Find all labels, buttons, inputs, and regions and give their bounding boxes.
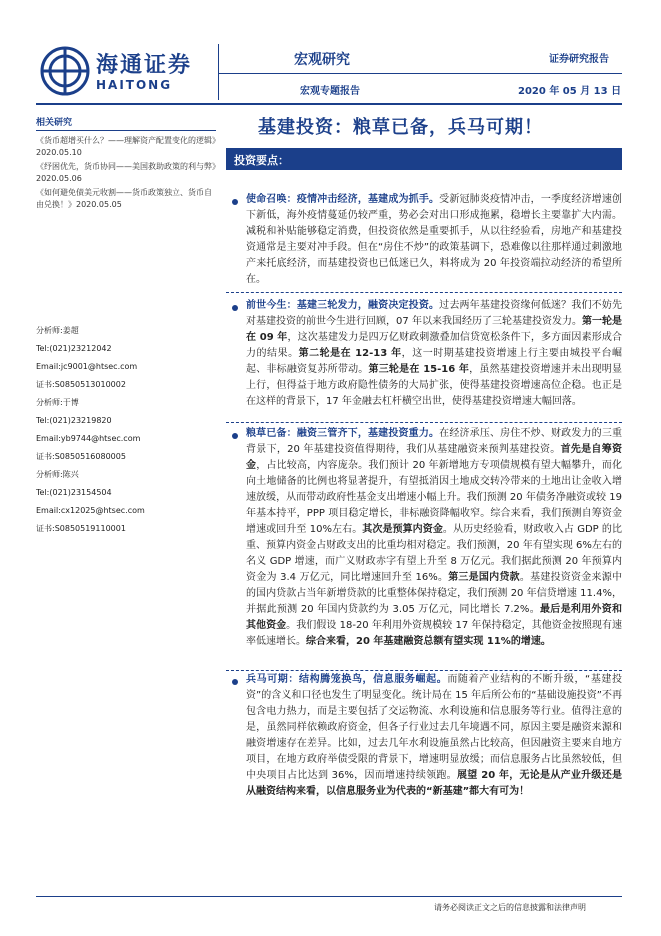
report-title: 基建投资：粮草已备，兵马可期！ xyxy=(258,117,543,138)
analyst-cert: 证书:S0850519110001 xyxy=(36,524,126,533)
analyst-cert: 证书:S0850513010002 xyxy=(36,380,126,389)
related-research xyxy=(36,115,220,213)
analyst-cert: 证书:S0850516080005 xyxy=(36,452,126,461)
bullet-icon xyxy=(232,199,238,205)
analyst-tel: Tel:(021)23154504 xyxy=(36,488,112,497)
header-rule xyxy=(218,73,622,74)
header-divider xyxy=(218,44,219,100)
section-title: 宏观研究 xyxy=(294,52,350,68)
point-paragraph: 粮草已备：融资三管齐下，基建投资重力。在经济承压、房住不炒、财政发力的三重背景下，20 年基建投资值得期待，我们从基建融资来预判基建投资。首先是自筹资金，占比较高，内容庞杂。我们预计 20 年新增地方专项债规模有望大幅攀升，而化向土地储备的比例也将显著提升，有望抵消因土地成交转冷带来的土地出让金收入增速放缓，从而带动政府性基金支出增速小幅上升。我们预测 20 年债务净融资或较 19 年基本持平，PPP 项目稳定增长，非标融资降幅收窄。综合来看，我们预测自筹资金增速或回升至 10%左右。其次是预算内资金。从历史经验看，财政收入占 GDP 的比重、预算内资金占财政支出的比重均相对稳定。我们预测，20 年有望实现 6%左右的名义 GDP 增速，而广义财政赤字有望上升至 8 万亿元。我们据此预测 20 年预算内资金为 3.4 万亿元，同比增速回升至 16%。第三是国内贷款。基建投资资金来源中的国内贷款占当年新增贷款的比重整体保持稳定，我们预测 20 年信贷增速 11.4%，并据此预测 20 年国内贷款约为 3.05 万亿元，同比增长 7.2%。最后是利用外资和其他资金。我们假设 18-20 年利用外资规模较 17 年保持稳定，其他资金按照现有速率低速增长。综合来看，20 年基建融资总额有望实现 11%的增速。 xyxy=(246,428,623,647)
bullet-icon xyxy=(232,433,238,439)
header-rule-main xyxy=(36,103,622,105)
haitong-logo-icon xyxy=(40,46,90,96)
key-points-bar xyxy=(226,148,622,170)
logo-text-cn: 海通证券 xyxy=(96,52,193,78)
analyst-tel: Tel:(021)23219820 xyxy=(36,416,112,425)
footer-rule xyxy=(36,896,622,897)
related-item[interactable]: 《货币超增买什么？——理解资产配置变化的逻辑》2020.05.10 xyxy=(36,136,220,157)
analyst-tel: Tel:(021)23212042 xyxy=(36,344,112,353)
analyst-email[interactable]: Email:cx12025@htsec.com xyxy=(36,506,145,515)
logo-text-en: HAITONG xyxy=(96,78,173,92)
analyst-block xyxy=(36,394,216,466)
related-item[interactable]: 《如何避免债美元收割——货币政策独立、货币自由兑换！》2020.05.05 xyxy=(36,188,212,209)
sub-section-title: 宏观专题报告 xyxy=(300,86,360,97)
analyst-block xyxy=(36,466,216,538)
analyst-name: 分析师:姜超 xyxy=(36,326,79,335)
analyst-name: 分析师:于博 xyxy=(36,398,79,407)
analyst-email[interactable]: Email:jc9001@htsec.com xyxy=(36,362,138,371)
bullet-icon xyxy=(232,305,238,311)
report-date: 2020 年 05 月 13 日 xyxy=(518,86,622,97)
section-separator xyxy=(226,292,622,293)
report-type: 证券研究报告 xyxy=(549,54,609,65)
point-paragraph: 使命召唤：疫情冲击经济，基建成为抓手。受新冠肺炎疫情冲击，一季度经济增速创下新低，海外疫情蔓延仍较严重，势必会对出口形成拖累，稳增长主要靠扩大内需。减税和补贴能够稳定消费，但投资依然是重要抓手，从以往经验看，房地产和基建投资通常是主要对冲手段。但在“房住不炒”的政策基调下，恐难像以往那样通过刺激地产来托底经济，而基建投资也已低迷已久，料将成为 20 年投资端拉动经济的希望所在。 xyxy=(246,194,623,285)
key-points-label: 投资要点： xyxy=(234,154,289,167)
point-paragraph: 兵马可期：结构腾笼换鸟，信息服务崛起。而随着产业结构的不断升级，“基建投资”的含义和口径也发生了明显变化。统计局在 15 年后所公布的“基础设施投资”不再包含电力热力，而是主要包括了交运物流、水利设施和信息服务等行业。值得注意的是，虽然同样依赖政府资金，但各子行业过去几年境遇不同，原因主要是融资来源和融资增速存在差异。比如，过去几年水利设施虽然占比较高，但因融资主要来自地方项目，在地方政府举债受限的背景下，增速明显放缓；而信息服务占比虽然较低，但中央项目占比达到 36%，因而增速持续领跑。展望 20 年，无论是从产业升级还是从融资结构来看，以信息服务业为代表的“新基建”都大有可为！ xyxy=(246,674,623,797)
point-paragraph: 前世今生：基建三轮发力，融资决定投资。过去两年基建投资缘何低迷？我们不妨先对基建投资的前世今生进行回顾，07 年以来我国经历了三轮基建投资发力。第一轮是在 09 年，这次基建发力是四万亿财政刺激叠加信贷宽松条件下，多方面因素形成合力的结果。第二轮是在 12-13 年，这一时期基建投资增速上行主要由城投平台崛起、非标融资复苏所带动。第三轮是在 15-16 年，虽然基建投资增速并未出现明显上行，但得益于地方政府隐性债务的大局扩张，使得基建投资增速高位企稳。也正是在这样的背景下，17 年金融去杠杆横空出世，使得基建投资增速大幅回落。 xyxy=(246,300,623,407)
related-rule xyxy=(36,130,216,131)
bullet-icon xyxy=(232,679,238,685)
section-separator xyxy=(226,422,622,423)
analyst-block xyxy=(36,322,216,394)
related-item[interactable]: 《纾困优先，货币协同——美国救助政策的利与弊》2020.05.06 xyxy=(36,162,220,183)
analyst-name: 分析师:陈兴 xyxy=(36,470,79,479)
analyst-email[interactable]: Email:yb9744@htsec.com xyxy=(36,434,141,443)
related-title: 相关研究 xyxy=(36,118,73,128)
company-logo xyxy=(40,46,210,98)
disclaimer-note: 请务必阅读正文之后的信息披露和法律声明 xyxy=(434,903,586,912)
section-separator xyxy=(226,670,622,671)
